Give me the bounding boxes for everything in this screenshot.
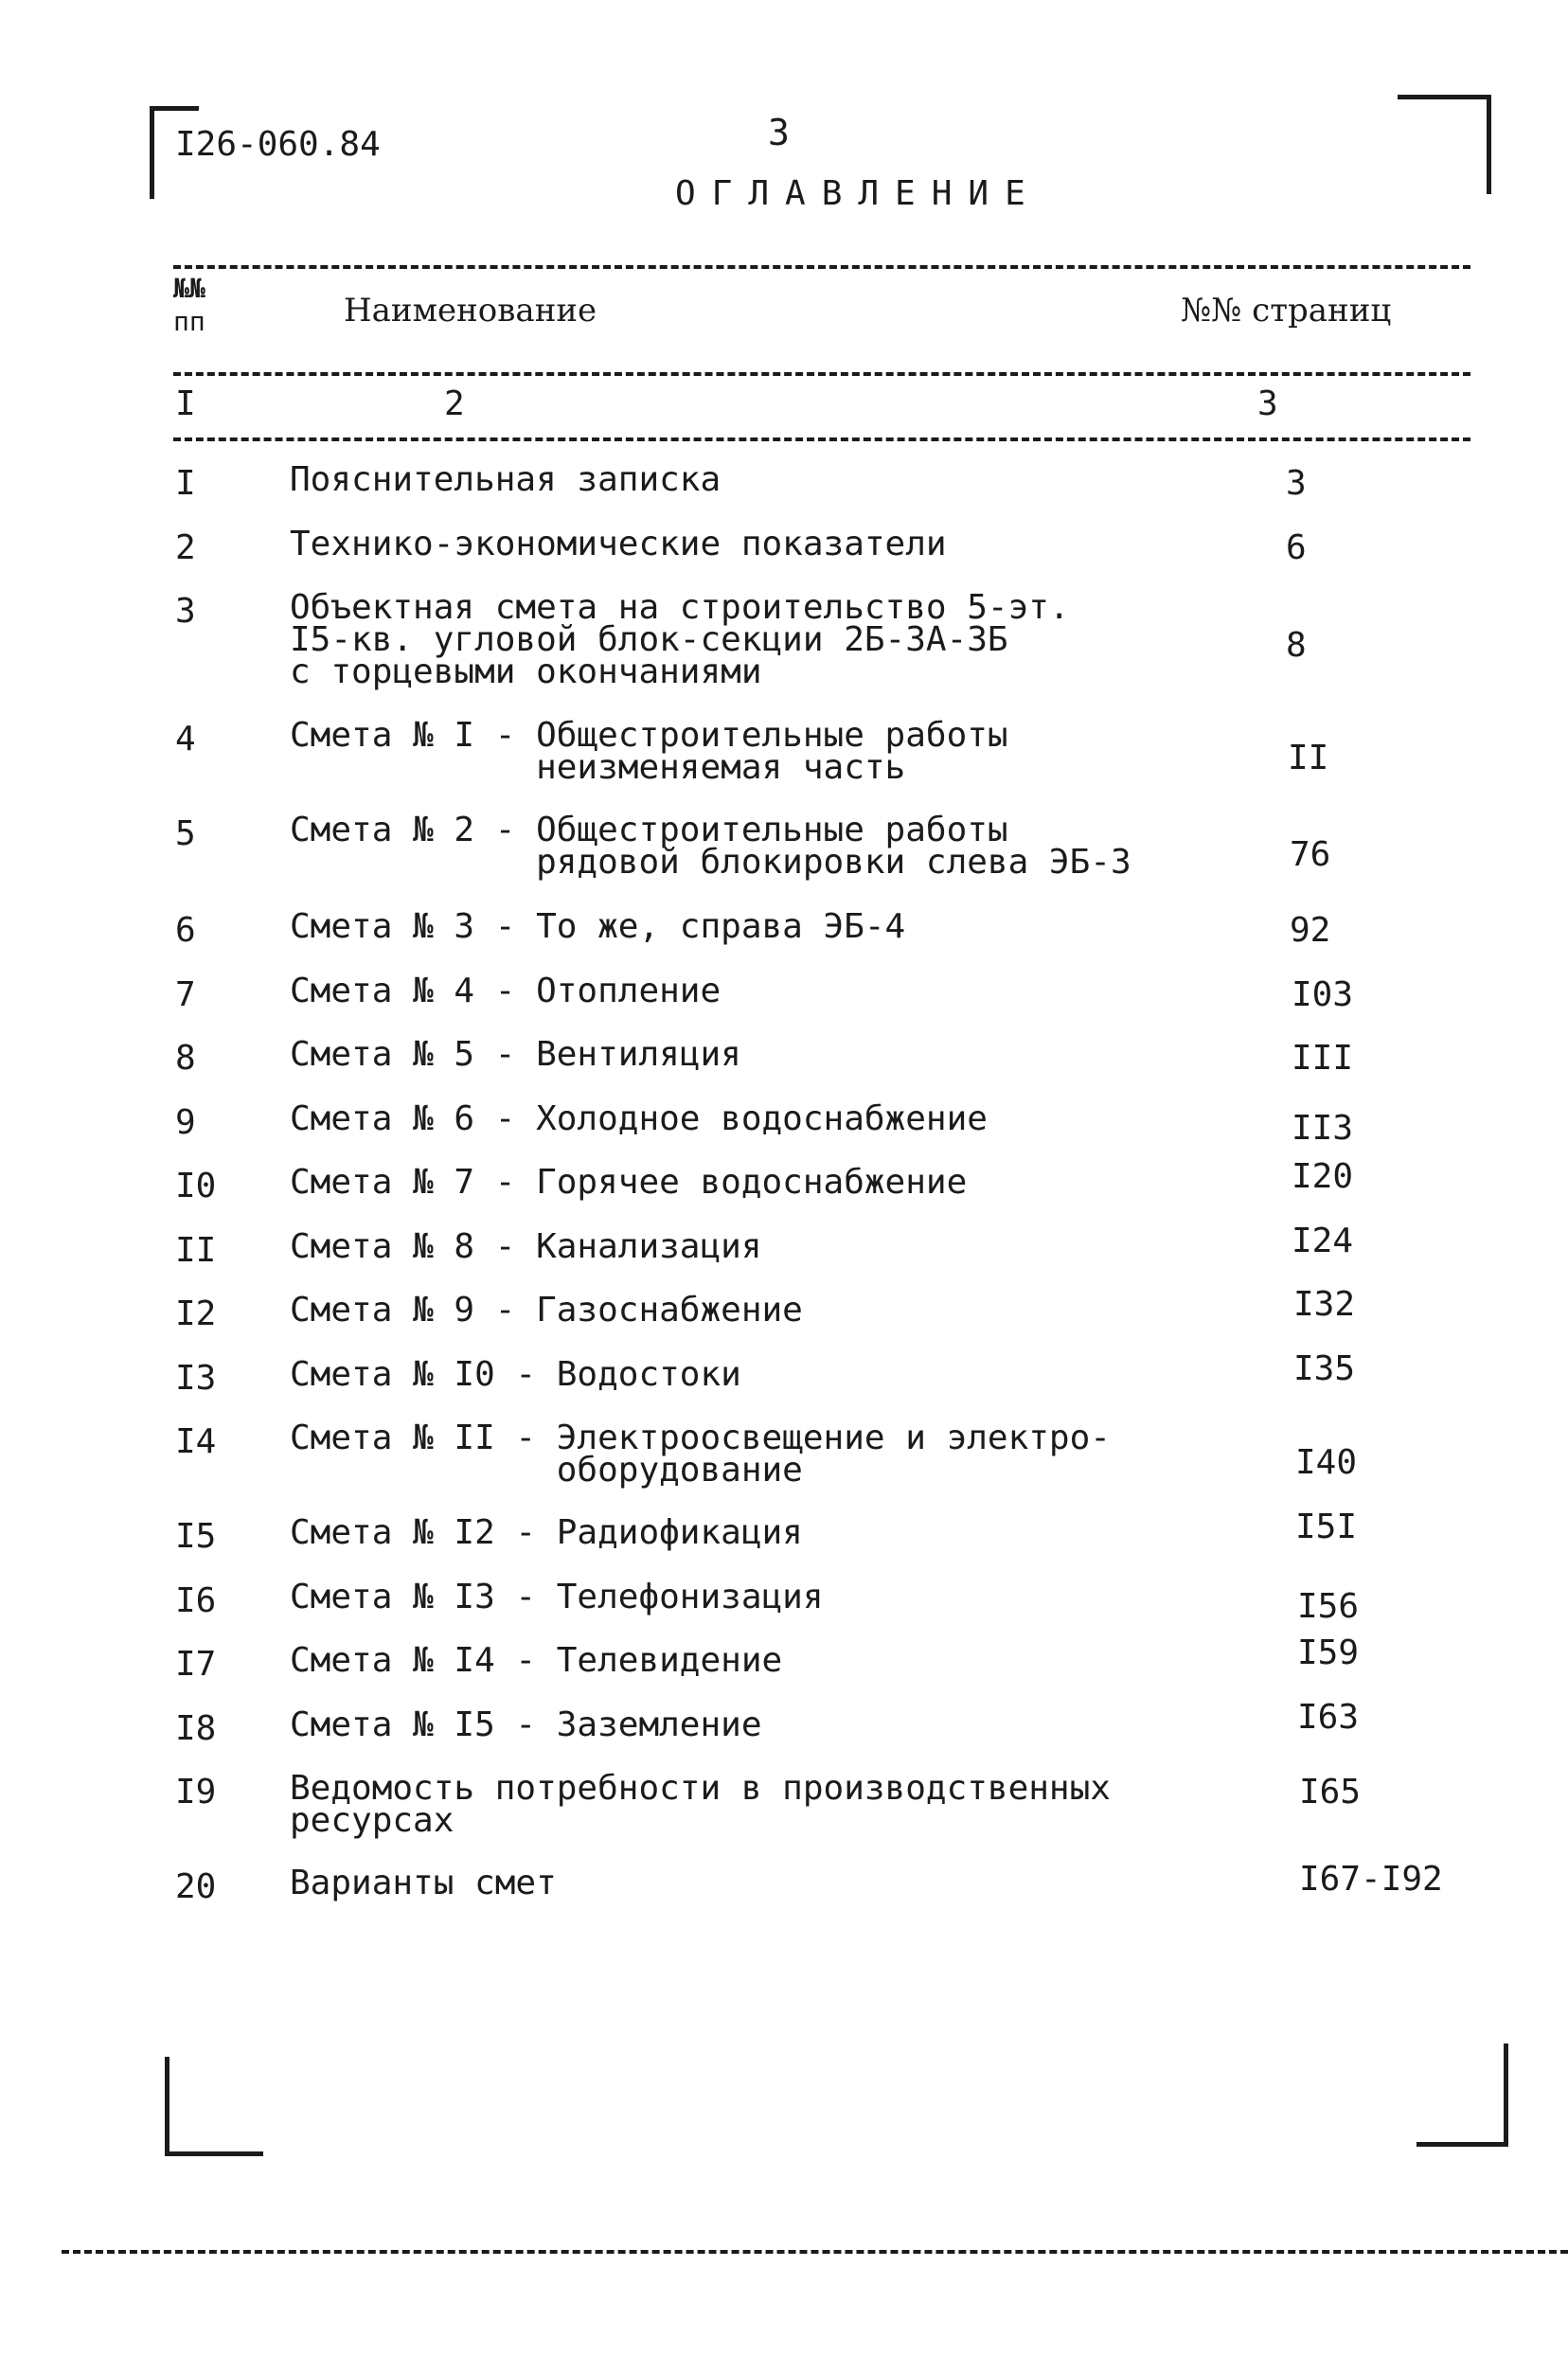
row-page: II	[1288, 739, 1329, 777]
row-number: I2	[175, 1294, 217, 1333]
row-number: 6	[175, 911, 196, 950]
corner-mark-top-right	[1398, 95, 1491, 99]
row-title-line: Смета № I0 - Водостоки	[290, 1355, 741, 1394]
row-number: I	[175, 464, 196, 503]
row-title-line: Пояснительная записка	[290, 460, 722, 499]
table-header-rule	[173, 372, 1470, 376]
row-title-line: Смета № I5 - Заземление	[290, 1705, 762, 1744]
row-number: I4	[175, 1422, 217, 1461]
row-page: I56	[1297, 1587, 1360, 1626]
row-title	[290, 1099, 988, 1138]
row-title	[290, 1163, 968, 1202]
row-number: I3	[175, 1359, 217, 1398]
row-title-line: Смета № 7 - Горячее водоснабжение	[290, 1163, 968, 1202]
row-page: III	[1292, 1039, 1354, 1078]
row-number: 9	[175, 1103, 196, 1142]
row-page: 3	[1286, 464, 1307, 503]
row-title	[290, 1864, 557, 1902]
row-number: 2	[175, 528, 196, 567]
corner-mark-top-left	[150, 106, 199, 111]
row-title-line: Ведомость потребности в производственных	[290, 1769, 1111, 1808]
row-title-line: Варианты смет	[290, 1864, 557, 1902]
row-page: I63	[1297, 1698, 1360, 1737]
row-title	[290, 588, 1070, 691]
table-columns-rule	[173, 437, 1470, 441]
row-title	[290, 972, 722, 1010]
row-title-line: Смета № I2 - Радиофикация	[290, 1513, 803, 1552]
row-title-line: Технико-экономические показатели	[290, 525, 947, 563]
row-number: I0	[175, 1167, 217, 1205]
row-page: I40	[1295, 1443, 1358, 1482]
row-title-line: Объектная смета на строительство 5-эт.	[290, 588, 1070, 627]
row-number: I5	[175, 1517, 217, 1556]
corner-mark-bottom-left	[165, 2057, 169, 2155]
row-page: I5I	[1295, 1508, 1358, 1546]
row-title	[290, 460, 722, 499]
row-number: II	[175, 1231, 217, 1270]
row-title-line: оборудование	[290, 1451, 803, 1490]
column-number-1: I	[175, 384, 196, 423]
row-title	[290, 811, 1131, 882]
row-title	[290, 907, 906, 946]
row-page: II3	[1292, 1109, 1354, 1148]
row-title	[290, 1035, 741, 1074]
column-header-number: №№	[173, 273, 205, 304]
corner-mark-bottom-right	[1504, 2044, 1508, 2146]
page-number: 3	[768, 112, 790, 153]
row-number: I6	[175, 1581, 217, 1620]
row-title-line: Смета № 6 - Холодное водоснабжение	[290, 1099, 988, 1138]
column-number-2: 2	[444, 384, 465, 423]
page-bottom-rule	[62, 2250, 1568, 2254]
row-title-line: Смета № 8 - Канализация	[290, 1227, 762, 1266]
row-title	[290, 716, 1008, 787]
row-title-line: ресурсах	[290, 1801, 454, 1840]
row-title	[290, 1227, 762, 1266]
row-page: I32	[1293, 1285, 1356, 1324]
row-title-line: Смета № 9 - Газоснабжение	[290, 1291, 803, 1330]
row-page: I59	[1297, 1633, 1360, 1672]
corner-mark-bottom-right	[1417, 2142, 1508, 2147]
table-top-rule	[173, 265, 1470, 269]
column-header-number-sub: пп	[173, 306, 205, 337]
row-title-line: Смета № I4 - Телевидение	[290, 1641, 783, 1680]
row-title	[290, 1769, 1111, 1840]
row-page: 8	[1286, 626, 1307, 665]
row-page: I35	[1293, 1349, 1356, 1388]
row-title-line: Смета № 4 - Отопление	[290, 972, 722, 1010]
row-title-line: Смета № 5 - Вентиляция	[290, 1035, 741, 1074]
row-number: 4	[175, 720, 196, 759]
row-number: 7	[175, 975, 196, 1014]
column-header-pages: №№ страниц	[1181, 292, 1392, 330]
row-title-line: I5-кв. угловой блок-секции 2Б-3А-3Б	[290, 620, 1008, 659]
row-title	[290, 1705, 762, 1744]
row-title	[290, 525, 947, 563]
row-title-line: Смета № I3 - Телефонизация	[290, 1578, 824, 1616]
row-title	[290, 1513, 803, 1552]
corner-mark-top-left	[150, 106, 154, 199]
row-page: I03	[1292, 975, 1354, 1014]
row-title-line: Смета № 2 - Общестроительные работы	[290, 811, 1008, 849]
column-number-3: 3	[1257, 384, 1278, 423]
row-number: 20	[175, 1867, 217, 1906]
row-title-line: Смета № 3 - То же, справа ЭБ-4	[290, 907, 906, 946]
row-number: 3	[175, 592, 196, 631]
row-number: I7	[175, 1645, 217, 1684]
row-page: 6	[1286, 528, 1307, 567]
row-number: I8	[175, 1709, 217, 1748]
row-number: I9	[175, 1773, 217, 1812]
row-page: I24	[1292, 1222, 1354, 1260]
row-title-line: Смета № II - Электроосвещение и электро-	[290, 1419, 1111, 1457]
row-title	[290, 1578, 824, 1616]
row-title	[290, 1355, 741, 1394]
row-title	[290, 1641, 783, 1680]
row-title-line: Смета № I - Общестроительные работы	[290, 716, 1008, 755]
row-title	[290, 1291, 803, 1330]
row-title-line: неизменяемая часть	[290, 748, 906, 787]
corner-mark-top-right	[1487, 95, 1491, 194]
row-page: I20	[1292, 1157, 1354, 1196]
page-title: ОГЛАВЛЕНИЕ	[675, 174, 1042, 213]
row-title-line: рядовой блокировки слева ЭБ-3	[290, 843, 1131, 882]
row-title	[290, 1419, 1111, 1490]
row-page: 76	[1290, 835, 1331, 874]
column-header-name: Наименование	[344, 292, 597, 330]
row-number: 5	[175, 814, 196, 853]
row-number: 8	[175, 1039, 196, 1078]
row-title-line: с торцевыми окончаниями	[290, 652, 762, 691]
row-page: I67-I92	[1299, 1860, 1443, 1899]
corner-mark-bottom-left	[165, 2151, 263, 2156]
row-page: 92	[1290, 911, 1331, 950]
document-code: I26-060.84	[175, 125, 381, 164]
row-page: I65	[1299, 1773, 1362, 1812]
